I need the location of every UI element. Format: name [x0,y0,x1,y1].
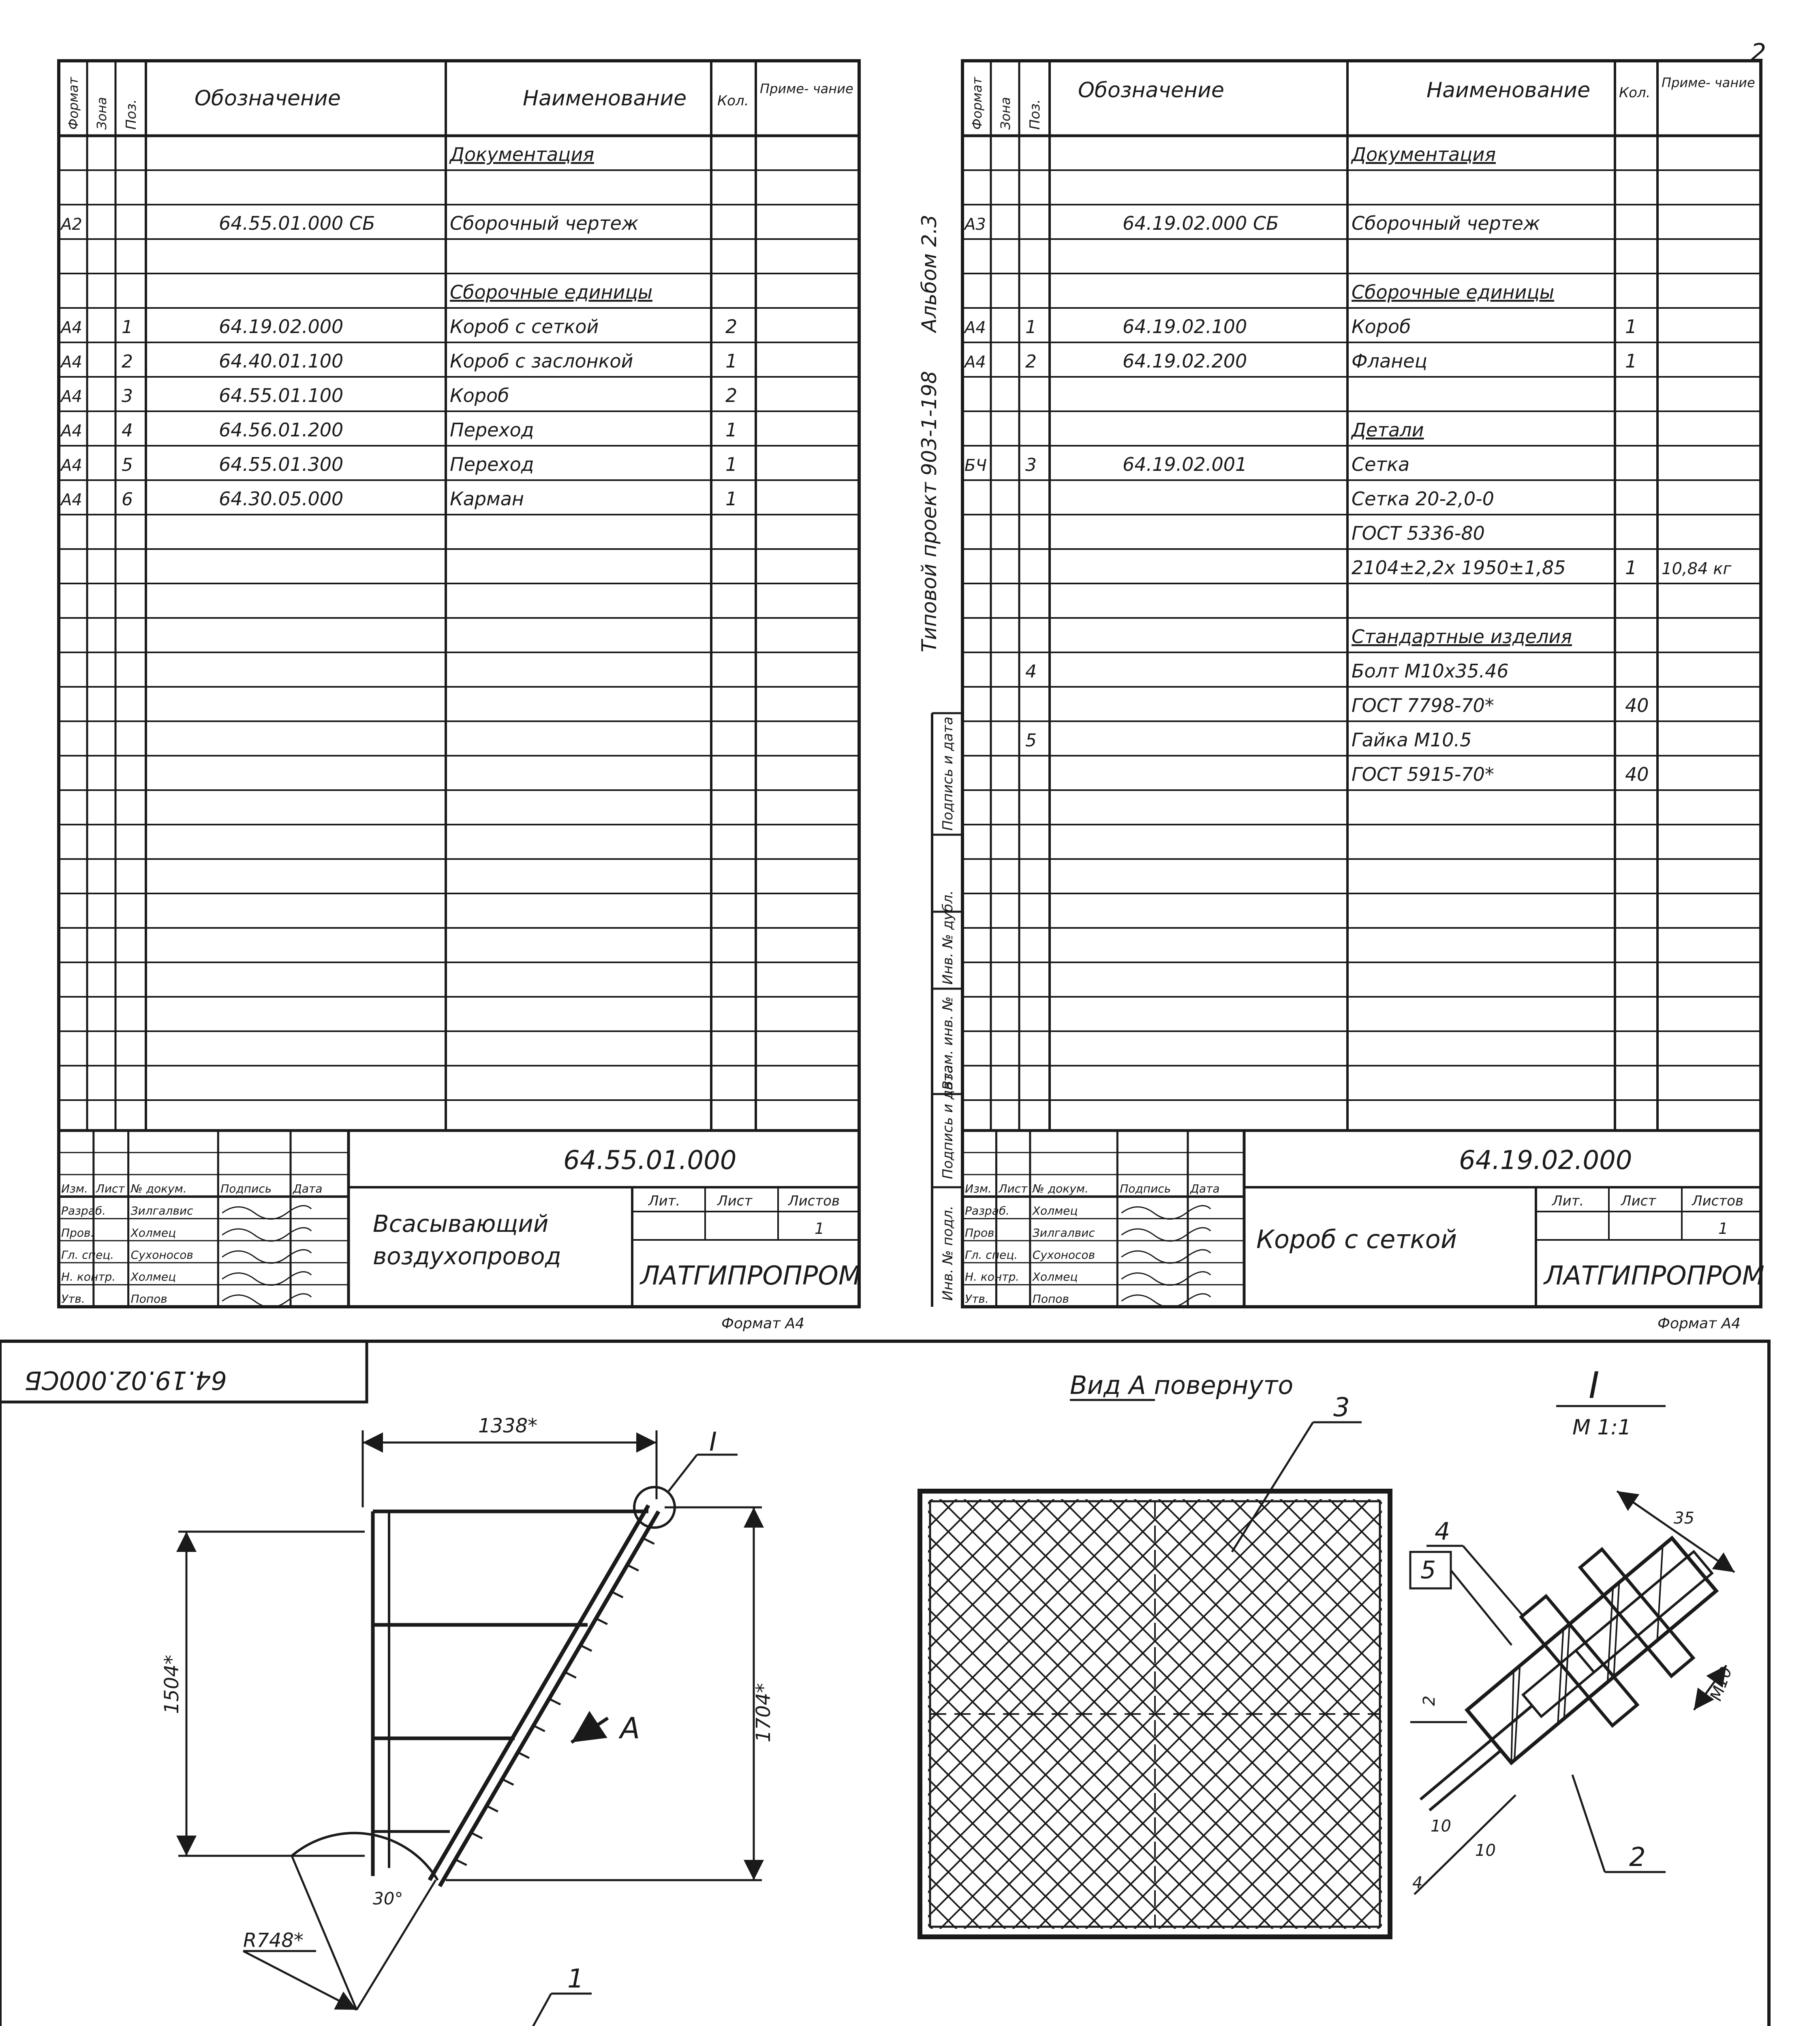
spec-row [963,316,1637,338]
tb-role: Утв. [61,1292,85,1306]
spec-cell-name: Сборочный чертеж [1352,212,1540,234]
spec-row [60,385,737,406]
signature-scribble [1121,1272,1210,1285]
tb-role: Пров. [965,1226,998,1240]
spec-cell-name: Гайка М10.5 [1352,729,1472,751]
signature-scribble [1121,1228,1210,1241]
tb-header-0: Изм. [61,1182,88,1196]
assembly-drawing [0,1341,1786,2026]
spec-right-header-name: Наименование [1426,78,1591,103]
tb-person: Холмец [130,1226,176,1240]
spec-cell-designation: 64.55.01.100 [219,385,344,406]
spec-cell-designation: 64.19.02.001 [1123,453,1247,475]
spec-row [1025,660,1509,682]
spec-row [450,281,652,303]
spec-right-header-note: Приме- чание [1662,75,1755,90]
spec-cell-qty: 1 [725,488,738,510]
spec-row [449,143,594,165]
spec-left-title-block [59,1131,861,1332]
spec-row [60,350,737,372]
spec-cell-designation: 64.19.02.000 [219,316,344,338]
spec-cell-qty: 1 [725,350,738,372]
signature-scribble [1121,1206,1210,1219]
spec-cell-format: А3 [965,215,986,234]
dim-detail-bolt: М10 [1707,1664,1736,1703]
spec-cell-note: 10,84 кг [1662,560,1732,578]
spec-cell-format: А4 [61,491,82,509]
spec-right [917,61,1764,1332]
spec-cell-designation: 64.56.01.200 [219,419,344,441]
spec-cell-name: Сборочный чертеж [450,212,639,234]
spec-cell-pos: 6 [122,489,133,510]
spec-cell-format: А4 [61,318,82,337]
spec-row [1351,419,1424,441]
spec-cell-format: А4 [61,456,82,475]
tb-header-2: № докум. [130,1182,187,1196]
spec-right-format: Формат А4 [1657,1315,1741,1332]
spec-section-title: Документация [450,143,595,165]
side-project-text: Типовой проект 903-1-198 [917,371,941,652]
spec-cell-format: А4 [965,318,986,337]
spec-cell-qty: 1 [1625,350,1637,372]
spec-cell-name: Болт М10х35.46 [1352,660,1509,682]
tb-person: Сухоносов [1032,1248,1095,1262]
tb-person: Зилгалвис [130,1204,193,1218]
tb-role: Гл. спец. [965,1248,1018,1262]
tb-role: Н. контр. [61,1270,116,1284]
spec-cell-pos: 1 [122,317,133,338]
spec-cell-name: Карман [450,488,524,510]
spec-right-title-block [962,1131,1764,1332]
spec-cell-pos: 2 [1025,351,1037,372]
dim-top-width: 1338* [478,1415,538,1437]
tb-person: Зилгалвис [1032,1226,1095,1240]
spec-cell-name: Короб [1352,316,1411,338]
spec-left-sheets-value: 1 [815,1220,825,1237]
spec-cell-qty: 1 [725,453,738,475]
detail-callout-label: I [709,1427,717,1457]
spec-right-sheets-label: Листов [1692,1193,1744,1209]
spec-cell-qty: 1 [725,419,738,441]
spec-left-header-format: Формат [66,77,81,130]
spec-cell-designation: 64.40.01.100 [219,350,344,372]
spec-cell-pos: 3 [1025,455,1037,475]
front-view [195,1964,779,2026]
spec-cell-pos: 5 [122,455,133,475]
spec-row [1352,281,1554,303]
spec-cell-designation: 64.19.02.200 [1123,350,1247,372]
tb-header-3: Подпись [1120,1182,1171,1196]
side-stamp-label-2: Подпись и дата [940,1065,956,1179]
spec-cell-name: Короб [450,385,509,406]
tb-header-4: Дата [293,1182,323,1196]
detail-title: I [1589,1364,1600,1407]
spec-cell-qty: 1 [1625,557,1637,579]
spec-left-org: ЛАТГИПРОПРОМ [640,1261,861,1291]
spec-row [1352,763,1649,785]
view-a-title: Вид А повернуто [1070,1370,1294,1400]
spec-cell-name: Сетка 20-2,0-0 [1352,488,1494,510]
spec-row [963,350,1637,372]
spec-cell-qty: 2 [725,316,738,338]
spec-left-header-note: Приме- чание [760,81,853,96]
spec-cell-pos: 2 [122,351,133,372]
spec-cell-qty: 40 [1625,695,1649,716]
spec-row [60,419,737,441]
view-a [920,1370,1390,2026]
dim-detail-t2: 10 [1475,1841,1496,1860]
spec-cell-designation: 64.30.05.000 [219,488,344,510]
spec-cell-qty: 2 [725,385,738,406]
spec-cell-format: БЧ [965,456,987,475]
signature-scribble [222,1228,311,1241]
spec-right-sheet-label: Лист [1621,1193,1656,1209]
spec-cell-pos: 1 [1025,317,1037,338]
spec-left [59,61,861,1332]
spec-left-title-line1: Всасывающий [373,1210,549,1237]
arrow-a-label: А [620,1711,640,1745]
spec-cell-pos: 4 [122,420,133,441]
spec-right-header-format: Формат [969,77,985,130]
tb-header-1: Лист [999,1182,1028,1196]
spec-cell-name: Фланец [1352,350,1427,372]
spec-row [60,488,737,510]
spec-cell-designation: 64.19.02.100 [1123,316,1247,338]
tb-person: Попов [1032,1292,1069,1306]
spec-right-header-designation: Обозначение [1078,78,1224,103]
spec-left-header-designation: Обозначение [195,86,341,111]
dim-left-height: 1504* [160,1654,183,1714]
spec-left-header-qty: Кол. [717,93,749,109]
tb-header-3: Подпись [220,1182,272,1196]
callout-4: 4 [1435,1517,1450,1546]
spec-right-org: ЛАТГИПРОПРОМ [1544,1261,1764,1291]
spec-section-title: Детали [1352,419,1424,441]
spec-right-doc-number: 64.19.02.000 [1459,1146,1632,1175]
spec-section-title: Сборочные единицы [450,281,653,303]
tb-header-1: Лист [96,1182,125,1196]
callout-2: 2 [1629,1842,1646,1872]
tb-person: Попов [130,1292,167,1306]
detail-scale: М 1:1 [1572,1415,1632,1440]
spec-cell-pos: 3 [122,386,133,406]
spec-cell-name: Короб с заслонкой [450,350,633,372]
tb-role: Н. контр. [965,1270,1020,1284]
spec-cell-qty: 40 [1625,763,1649,785]
spec-left-sheet-label: Лист [717,1193,753,1209]
spec-row [1025,729,1471,751]
spec-right-lit-label: Лит. [1552,1193,1584,1209]
dim-detail-t3: 4 [1412,1874,1423,1892]
tb-person: Холмец [1032,1270,1078,1284]
dim-angle: 30° [373,1889,403,1908]
spec-cell-name: Короб с сеткой [450,316,599,338]
callout-5: 5 [1420,1556,1436,1584]
spec-left-doc-number: 64.55.01.000 [563,1146,737,1175]
spec-right-title-line1: Короб с сеткой [1256,1225,1457,1254]
spec-cell-name: Сетка [1352,453,1410,475]
spec-cell-designation: 64.55.01.300 [219,453,344,475]
tb-role: Утв. [965,1292,989,1306]
tb-role: Пров. [61,1226,94,1240]
callout-3: 3 [1333,1393,1350,1423]
spec-left-header-name: Наименование [523,86,687,111]
spec-row [1352,626,1572,648]
stamp-code: 64.19.02.000СБ [24,1366,227,1395]
dim-detail-length: 35 [1674,1509,1694,1528]
spec-cell-pos: 4 [1025,661,1037,682]
signature-scribble [222,1250,311,1263]
spec-row [1352,522,1485,544]
callout-1: 1 [567,1964,584,1994]
spec-cell-format: А4 [61,353,82,372]
spec-right-header-pos: Поз. [1027,99,1043,130]
spec-row [1351,143,1496,165]
spec-cell-designation: 64.19.02.000 СБ [1123,212,1279,234]
spec-section-title: Документация [1352,143,1496,165]
tb-header-2: № докум. [1032,1182,1089,1196]
spec-left-lit-label: Лит. [648,1193,680,1209]
dim-detail-t1: 10 [1431,1817,1451,1836]
spec-cell-name: ГОСТ 5336-80 [1352,522,1485,544]
tb-person: Холмец [130,1270,176,1284]
side-stamp-label-1: Инв. № подл. [940,1205,956,1301]
side-stamp-label-5: Подпись и дата [940,716,956,831]
dim-detail-gap: 2 [1420,1695,1439,1706]
spec-row [1352,488,1494,510]
tb-header-4: Дата [1190,1182,1220,1196]
dim-radius: R748* [243,1929,304,1952]
spec-right-header-zone: Зона [998,97,1013,130]
tb-person: Сухоносов [130,1248,193,1262]
spec-cell-format: А2 [61,215,82,234]
tb-role: Гл. спец. [61,1248,114,1262]
corner-mark: 2 [1751,38,1767,67]
signature-scribble [222,1272,311,1285]
side-album-text: Альбом 2.3 [917,214,941,332]
spec-row [1352,557,1732,579]
spec-cell-name: Переход [450,419,534,441]
spec-cell-name: Переход [450,453,534,475]
tb-role: Разраб. [965,1204,1010,1218]
spec-cell-pos: 5 [1025,730,1037,751]
spec-left-header-zone: Зона [94,97,109,130]
tb-role: Разраб. [61,1204,106,1218]
side-stamp-label-4: Инв. № дубл. [940,890,956,985]
spec-section-title: Стандартные изделия [1352,626,1572,648]
spec-section-title: Сборочные единицы [1352,281,1555,303]
spec-cell-name: ГОСТ 5915-70* [1352,763,1494,785]
spec-row [965,453,1409,475]
spec-cell-format: А4 [61,422,82,440]
tb-header-0: Изм. [965,1182,992,1196]
side-stamp-label-3: Взам. инв. № [940,996,956,1090]
spec-cell-qty: 1 [1625,316,1637,338]
spec-row [1352,695,1649,716]
spec-cell-format: А4 [61,387,82,406]
detail-i [1372,1364,1746,1894]
spec-right-sheets-value: 1 [1718,1220,1728,1237]
tb-person: Холмец [1032,1204,1078,1218]
dim-right-height: 1704* [752,1683,775,1742]
spec-right-header-qty: Кол. [1619,85,1651,101]
side-view [160,1415,775,2010]
spec-cell-name: ГОСТ 7798-70* [1352,695,1494,716]
spec-cell-name: 2104±2,2х 1950±1,85 [1352,557,1566,579]
spec-left-title-line2: воздухопровод [373,1242,561,1270]
spec-row [60,453,737,475]
signature-scribble [222,1206,311,1219]
spec-row [60,316,737,338]
spec-cell-designation: 64.55.01.000 СБ [219,212,375,234]
spec-left-header-pos: Поз. [123,99,139,130]
spec-cell-format: А4 [965,353,986,372]
spec-left-sheets-label: Листов [788,1193,840,1209]
signature-scribble [1121,1250,1210,1263]
spec-left-format: Формат А4 [721,1315,805,1332]
side-stamp [917,215,962,1307]
